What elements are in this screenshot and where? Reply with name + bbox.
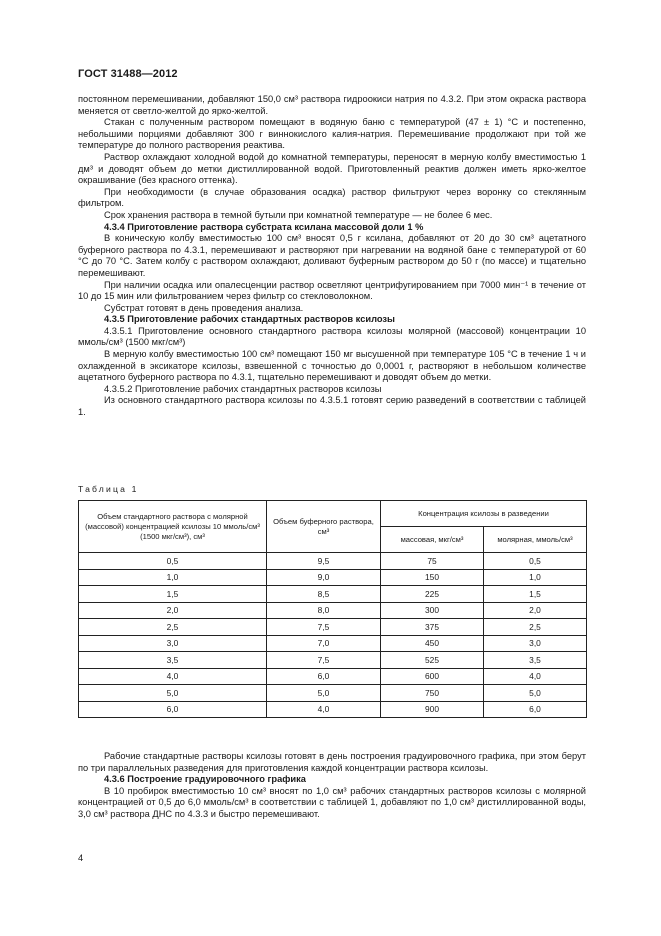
table-row (79, 586, 587, 603)
table-cell: 375 (381, 619, 484, 636)
table-cell: 6,0 (79, 701, 267, 718)
table-cell: 1,5 (79, 586, 267, 603)
column-header: Объем стандартного раствора с молярной (массовой) концентрацией ксилозы 10 ммоль/см³ (1500 мкг/см³), см³ (79, 501, 267, 553)
paragraph: При необходимости (в случае образования осадка) раствор фильтруют через воронку со стеклянным фильтром. (78, 186, 586, 209)
table-cell: 9,5 (267, 553, 381, 570)
table-cell: 1,0 (79, 569, 267, 586)
paragraph: В 10 пробирок вместимостью 10 см³ вносят по 1,0 см³ рабочих стандартных растворов ксилозы с молярной концентрацией от 0,5 до 6,0 ммоль/см³ в соответствии с таблицей 1, добавляют по 1,0 см³ дистиллированной воды, 3,0 см³ раствора ДНС по 4.3.3 и быстро перемешивают. (78, 785, 586, 819)
table-cell: 2,5 (79, 619, 267, 636)
paragraph: Раствор охлаждают холодной водой до комнатной температуры, переносят в мерную колбу вместимостью 1 дм³ и доводят объем до метки дистиллированной водой. Приготовленный реактив должен иметь ярко-желтое окрашивание (без красного оттенка). (78, 151, 586, 186)
paragraph: Рабочие стандартные растворы ксилозы готовят в день построения градуировочного графика, при этом берут по три параллельных разведения для приготовления каждой концентрации раствора ксилозы. (78, 751, 586, 773)
table-row (79, 569, 587, 586)
table-cell: 5,0 (484, 685, 587, 702)
paragraph: В коническую колбу вместимостью 100 см³ вносят 0,5 г ксилана, добавляют от 20 до 30 см³ ацетатного буферного раствора по 4.3.1, перемешивают и растворяют при нагревании на водяной бане с температурой от 60 °C до 70 °C. Затем колбу с раствором охлаждают, доливают буферным раствором до 50 г (по массе) и тщательно перемешивают. (78, 233, 586, 278)
table-cell: 900 (381, 701, 484, 718)
table-cell: 1,5 (484, 586, 587, 603)
table-cell: 750 (381, 685, 484, 702)
table-cell: 7,5 (267, 619, 381, 636)
table-row (79, 602, 587, 619)
column-header: Объем буферного раствора, см³ (267, 501, 381, 553)
table-caption: Таблица 1 (78, 484, 139, 494)
table-cell: 0,5 (79, 553, 267, 570)
table-cell: 2,0 (484, 602, 587, 619)
body-text (78, 94, 586, 419)
column-header: молярная, ммоль/см³ (484, 527, 587, 553)
paragraph: Стакан с полученным раствором помещают в водяную баню с температурой (47 ± 1) °C и постепенно, небольшими порциями добавляют 300 г виннокислого калия-натрия. Перемешивание продолжают при той же температуре до полного растворения реактива. (78, 117, 586, 151)
table-cell: 3,5 (79, 652, 267, 669)
table-cell: 5,0 (267, 685, 381, 702)
table-cell: 7,0 (267, 635, 381, 652)
paragraph: При наличии осадка или опалесценции раствор осветляют центрифугированием при 7000 мин⁻¹ в течение от 10 до 15 мин или фильтрованием через фильтр со стекловолокном. (78, 279, 586, 302)
table-cell: 4,0 (484, 668, 587, 685)
paragraph: Субстрат готовят в день проведения анализа. (104, 302, 304, 313)
table-cell: 4,0 (267, 701, 381, 718)
table-row (79, 668, 587, 685)
paragraph: Из основного стандартного раствора ксилозы по 4.3.5.1 готовят серию разведений в соответствии с таблицей 1. (78, 395, 586, 418)
table-cell: 7,5 (267, 652, 381, 669)
section-heading: 4.3.4 Приготовление раствора субстрата ксилана массовой доли 1 % (104, 221, 424, 232)
paragraph: Срок хранения раствора в темной бутыли при комнатной температуре — не более 6 мес. (104, 209, 493, 220)
table-cell: 0,5 (484, 553, 587, 570)
table-cell: 600 (381, 668, 484, 685)
column-header: массовая, мкг/см³ (381, 527, 484, 553)
table-row (79, 619, 587, 636)
table-row (79, 701, 587, 718)
table-cell: 225 (381, 586, 484, 603)
section-heading: 4.3.5 Приготовление рабочих стандартных растворов ксилозы (104, 314, 395, 325)
column-group-header: Концентрация ксилозы в разведении (381, 501, 587, 527)
table-cell: 8,5 (267, 586, 381, 603)
paragraph: 4.3.5.1 Приготовление основного стандартного раствора ксилозы молярной (массовой) концентрации 10 ммоль/см³ (1500 мкг/см³) (78, 325, 586, 348)
table-row (79, 553, 587, 570)
table-cell: 5,0 (79, 685, 267, 702)
table-row (79, 652, 587, 669)
table-cell: 8,0 (267, 602, 381, 619)
document-header: ГОСТ 31488—2012 (78, 68, 178, 80)
body-text-continued (78, 751, 586, 821)
section-heading: 4.3.6 Построение градуировочного графика (104, 774, 306, 785)
table-cell: 2,5 (484, 619, 587, 636)
table-row (79, 635, 587, 652)
table-cell: 150 (381, 569, 484, 586)
table-cell: 6,0 (484, 701, 587, 718)
table-cell: 75 (381, 553, 484, 570)
paragraph: В мерную колбу вместимостью 100 см³ помещают 150 мг высушенной при температуре 105 °C в течение 1 ч и охлажденной в эксикаторе ксилозы, взвешенной с точностью до 0,0001 г, растворяют в небольшом количестве ацетатного буферного раствора по 4.3.1, тщательно перемешивают и доводят объем до метки. (78, 349, 586, 383)
table-cell: 9,0 (267, 569, 381, 586)
table-cell: 1,0 (484, 569, 587, 586)
table-cell: 6,0 (267, 668, 381, 685)
data-table (78, 500, 587, 718)
paragraph: постоянном перемешивании, добавляют 150,0 см³ раствора гидроокиси натрия по 4.3.2. При этом окраска раствора меняется от светло-желтой до ярко-желтой. (78, 94, 586, 116)
table-cell: 3,5 (484, 652, 587, 669)
table-cell: 450 (381, 635, 484, 652)
table-cell: 3,0 (484, 635, 587, 652)
table-cell: 3,0 (79, 635, 267, 652)
table-row (79, 685, 587, 702)
page-number: 4 (78, 853, 84, 863)
table-cell: 2,0 (79, 602, 267, 619)
table-cell: 4,0 (79, 668, 267, 685)
table-cell: 300 (381, 602, 484, 619)
table-cell: 525 (381, 652, 484, 669)
paragraph: 4.3.5.2 Приготовление рабочих стандартных растворов ксилозы (104, 383, 382, 394)
